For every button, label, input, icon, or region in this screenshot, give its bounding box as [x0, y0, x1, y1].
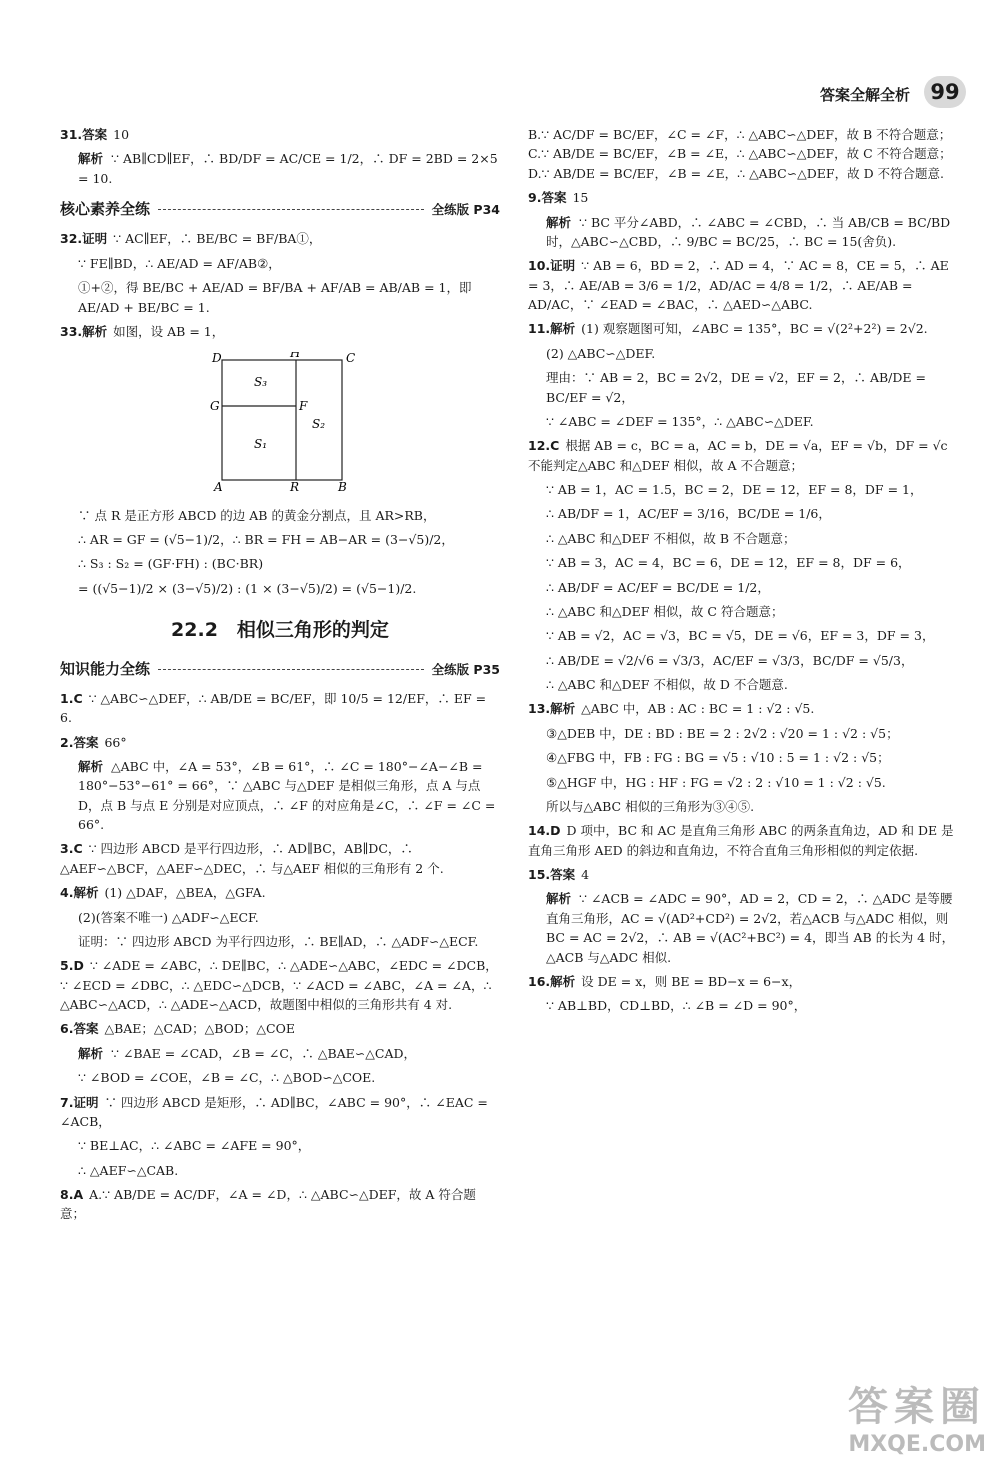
q8-continued: B.∵ AC/DF = BC/EF，∠C = ∠F，∴ △ABC∽△DEF，故 B 不符合题意；C.∵ AB/DE = BC/EF，∠B = ∠E，∴ △ABC∽△DEF，故 C 不符合题意；D.∵ AB/DE = BC/EF，∠B = ∠E，∴ △ABC∽△DEF，故 D 不符合题意.	[528, 127, 952, 181]
q13: 13.解析 △ABC 中，AB : AC : BC = 1 : √2 : √5.	[528, 701, 815, 717]
section-page-ref: 全练版 P34	[431, 202, 500, 218]
q11: 11.解析 (1) 观察题图可知，∠ABC = 135°，BC = √(2²+2²) = 2√2.	[528, 321, 928, 337]
dashed-rule	[158, 669, 424, 670]
label-s2: S₂	[312, 417, 326, 432]
label-d: D	[212, 352, 222, 366]
section-title: 核心素养全练	[60, 200, 151, 219]
q11-line: 理由：∵ AB = 2，BC = 2√2，DE = √2，EF = 2，∴ AB/DE = BC/EF = √2，	[546, 370, 926, 405]
q12-line: ∴ △ABC 和△DEF 相似，故 C 符合题意；	[546, 603, 784, 619]
q12-line: ∴ AB/DF = 1，AC/EF = 3/16，BC/DE = 1/6，	[546, 506, 831, 522]
q12-line: ∵ AB = 1，AC = 1.5，BC = 2，DE = 12，EF = 8，DF = 1，	[546, 482, 923, 497]
q14: 14.D D 项中，BC 和 AC 是直角三角形 ABC 的两条直角边，AD 和 DE 是直角三角形 AED 的斜边和直角边，不符合直角三角形相似的判定依据.	[528, 823, 954, 858]
section-core-literacy	[60, 198, 500, 221]
q33: 33.解析 如图，设 AB = 1，	[60, 323, 225, 339]
q16: 16.解析 设 DE = x，则 BE = BD−x = 6−x，	[528, 973, 802, 989]
q31-analysis: 解析 ∵ AB∥CD∥EF，∴ BD/DF = AC/CE = 1/2，∴ DF = 2BD = 2×5 = 10.	[78, 151, 498, 186]
q9-analysis: 解析 ∵ BC 平分∠ABD，∴ ∠ABC = ∠CBD，∴ 当 AB/CB = BC/BD 时，△ABC∽△CBD，∴ 9/BC = BC/25，∴ BC = 15(舍负).	[546, 214, 951, 249]
q11-line: (2) △ABC∽△DEF.	[546, 345, 656, 361]
page-number: 99	[924, 76, 966, 108]
golden-ratio-square-figure	[210, 352, 360, 492]
q9: 9.答案 15	[528, 190, 589, 206]
q12-line: ∵ AB = 3，AC = 4，BC = 6，DE = 12，EF = 8，DF = 6，	[546, 555, 911, 571]
q6: 6.答案 △BAE；△CAD；△BOD；△COE	[60, 1021, 295, 1037]
label-s3: S₃	[254, 375, 268, 390]
q6-analysis: 解析 ∵ ∠BAE = ∠CAD，∠B = ∠C，∴ △BAE∽△CAD，	[78, 1045, 417, 1061]
q7-line: ∵ BE⊥AC，∴ ∠ABC = ∠AFE = 90°，	[78, 1138, 311, 1154]
q12-line: ∵ AB = √2，AC = √3，BC = √5，DE = √6，EF = 3，DF = 3，	[546, 628, 935, 644]
q32: 32.证明 ∵ AC∥EF，∴ BE/BC = BF/BA①，	[60, 231, 322, 247]
q11-line: ∵ ∠ABC = ∠DEF = 135°，∴ △ABC∽△DEF.	[546, 413, 814, 429]
q6-line: ∵ ∠BOD = ∠COE，∠B = ∠C，∴ △BOD∽△COE.	[78, 1070, 376, 1086]
q12-line: ∴ △ABC 和△DEF 不相似，故 B 不合题意；	[546, 530, 796, 546]
q31: 31.答案 10	[60, 127, 130, 142]
q33-line: ∴ S₃ : S₂ = (GF·FH) : (BC·BR)	[78, 556, 264, 572]
q33-line: ∵ 点 R 是正方形 ABCD 的边 AB 的黄金分割点，且 AR>RB，	[78, 507, 436, 523]
q15-analysis: 解析 ∵ ∠ACB = ∠ADC = 90°，AD = 2，CD = 2，∴ △ADC 是等腰直角三角形，AC = √(AD²+CD²) = 2√2，若△ACB 与△ADC 相似，则 BC = AC = 2√2，∴ AB = √(AC²+BC²) = 4，即当 AB 的长为 4 时，△ACB 与△ADC 相似.	[546, 891, 955, 965]
q13-line: 所以与△ABC 相似的三角形为③④⑤.	[546, 798, 755, 814]
section-title: 知识能力全练	[60, 659, 151, 678]
q12-line: ∴ △ABC 和△DEF 不相似，故 D 不合题意.	[546, 677, 788, 692]
q2-analysis: 解析 △ABC 中，∠A = 53°，∠B = 61°，∴ ∠C = 180°−∠A−∠B = 180°−53°−61° = 66°，∵ △ABC 与△DEF 是相似三角形，点 A 与点 D，点 B 与点 E 分别是对应顶点，∴ ∠F 的对应角是∠C，∴ ∠F = ∠C = 66°.	[78, 758, 496, 833]
q2: 2.答案 66°	[60, 734, 127, 750]
label-h: H	[290, 352, 301, 361]
q13-line: ⑤△HGF 中，HG : HF : FG = √2 : 2 : √10 = 1 : √2 : √5.	[546, 774, 886, 790]
q13-line: ③△DEB 中，DE : BD : BE = 2 : 2√2 : √20 = 1 : √2 : √5；	[546, 725, 899, 741]
label-s1: S₁	[254, 437, 268, 452]
q3: 3.C ∵ 四边形 ABCD 是平行四边形，∴ AD∥BC，AB∥DC，∴ △AEF∽△BCF，△AEF∽△DEC，∴ 与△AEF 相似的三角形有 2 个.	[60, 841, 444, 876]
q12-line: ∴ AB/DF = AC/EF = BC/DE = 1/2，	[546, 579, 770, 595]
q8: 8.A A.∵ AB/DE = AC/DF，∠A = ∠D，∴ △ABC∽△DEF，故 A 符合题意；	[60, 1187, 476, 1222]
q32-line: ①+②，得 BE/BC + AE/AD = BF/BA + AF/AB = AB/AB = 1，即 AE/AD + BE/BC = 1.	[78, 280, 472, 315]
dashed-rule	[158, 209, 424, 210]
label-g: G	[210, 399, 220, 414]
q16-line: ∵ AB⊥BD，CD⊥BD，∴ ∠B = ∠D = 90°，	[546, 998, 807, 1014]
label-b: B	[338, 480, 347, 493]
section-page-ref: 全练版 P35	[431, 661, 500, 677]
q7: 7.证明 ∵ 四边形 ABCD 是矩形，∴ AD∥BC，∠ABC = 90°，∴ ∠EAC = ∠ACB，	[60, 1094, 488, 1129]
q4-line: 证明：∵ 四边形 ABCD 为平行四边形，∴ BE∥AD，∴ △ADF∽△ECF.	[78, 933, 479, 949]
header-title: 答案全解全析	[820, 86, 911, 104]
left-column	[60, 125, 500, 1229]
q33-line: = ((√5−1)/2 × (3−√5)/2) : (1 × (3−√5)/2) = (√5−1)/2.	[78, 580, 417, 596]
q4-line: (2)(答案不唯一) △ADF∽△ECF.	[78, 909, 259, 925]
section-knowledge	[60, 658, 500, 681]
q10: 10.证明 ∵ AB = 6，BD = 2，∴ AD = 4，∵ AC = 8，CE = 5，∴ AE = 3，∴ AE/AB = 3/6 = 1/2，AD/AC = 4/8 = 1/2，∴ AE/AB = AD/AC，∵ ∠EAD = ∠BAC，∴ △AED∽△ABC.	[528, 258, 949, 312]
q7-line: ∴ △AEF∽△CAB.	[78, 1162, 179, 1178]
q1: 1.C ∵ △ABC∽△DEF，∴ AB/DE = BC/EF，即 10/5 = 12/EF，∴ EF = 6.	[60, 690, 487, 726]
watermark-url: MXQE.COM	[848, 1432, 986, 1457]
label-f: F	[299, 399, 308, 414]
q15: 15.答案 4	[528, 867, 590, 882]
watermark-text: 答案圈	[848, 1384, 986, 1430]
q13-line: ④△FBG 中，FB : FG : BG = √5 : √10 : 5 = 1 : √2 : √5；	[546, 750, 890, 766]
label-a: A	[214, 480, 223, 493]
q5: 5.D ∵ ∠ADE = ∠ABC，∴ DE∥BC，∴ △ADE∽△ABC，∠EDC = ∠DCB，∵ ∠ECD = ∠DBC，∴ △EDC∽△DCB，∵ ∠ACD = ∠ABC，∠A = ∠A，∴ △ABC∽△ACD，∴ △ADE∽△ACD，故题图中相似的三角形共有 4 对.	[60, 958, 498, 1013]
label-r: R	[290, 480, 300, 493]
q4: 4.解析 (1) △DAF，△BEA，△GFA.	[60, 885, 266, 901]
q12: 12.C 根据 AB = c，BC = a，AC = b，DE = √a，EF = √b，DF = √c 不能判定△ABC 和△DEF 相似，故 A 不合题意；	[528, 438, 948, 473]
q32-line: ∵ FE∥BD，∴ AE/AD = AF/AB②，	[78, 255, 281, 271]
watermark	[848, 1375, 986, 1457]
right-column	[528, 125, 958, 1021]
label-c: C	[346, 352, 356, 366]
q12-line: ∴ AB/DE = √2/√6 = √3/3，AC/EF = √3/3，BC/DF = √5/3，	[546, 652, 914, 668]
q33-line: ∴ AR = GF = (√5−1)/2，∴ BR = FH = AB−AR = (3−√5)/2，	[78, 532, 454, 547]
subsection-title: 22.2 相似三角形的判定	[171, 619, 389, 642]
